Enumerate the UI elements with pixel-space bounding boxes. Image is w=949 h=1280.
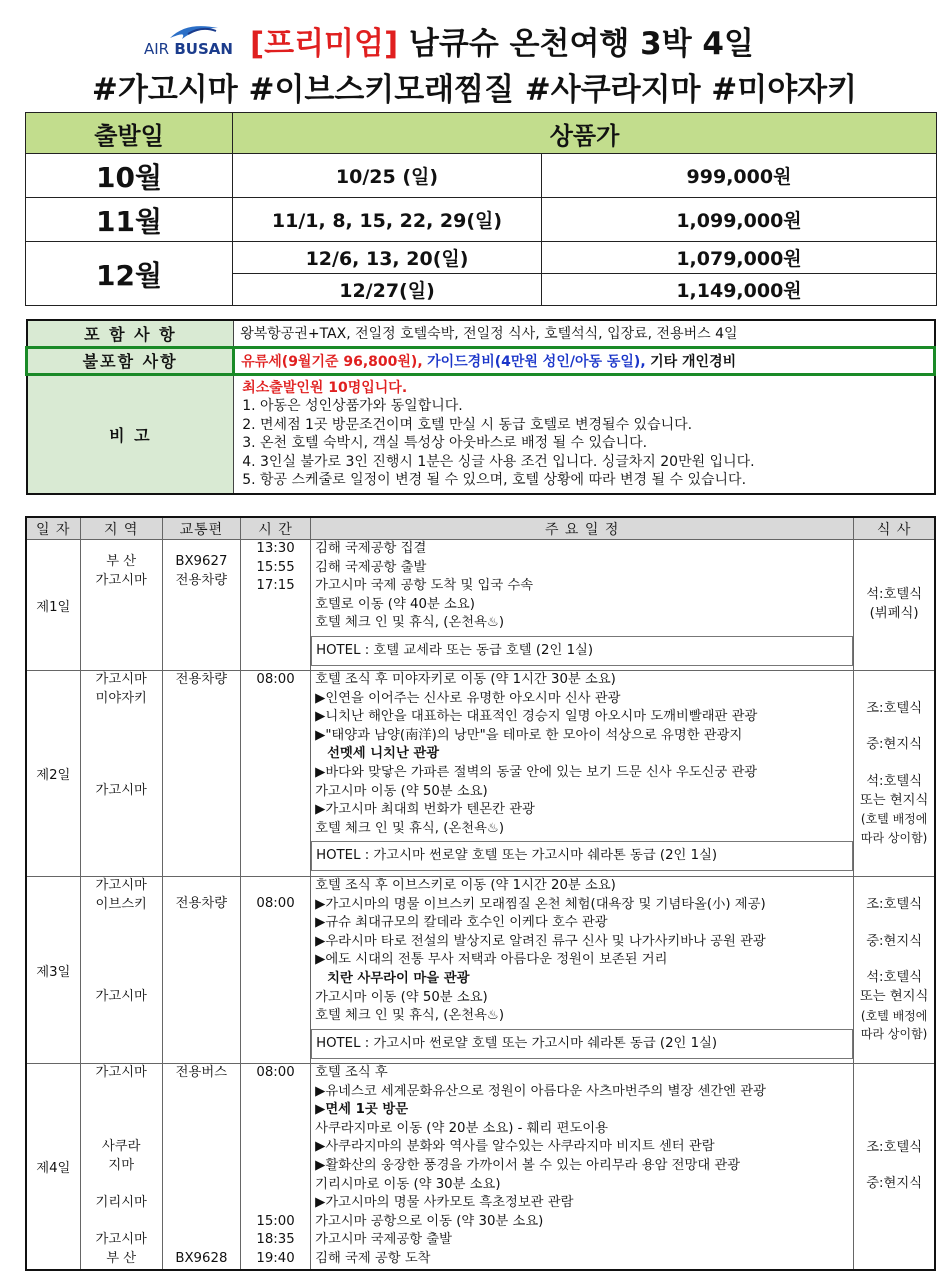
logo-busan-text: BUSAN [174, 40, 233, 58]
time-text: 15:55 [256, 559, 295, 575]
transport-text: 전용버스 [175, 1065, 228, 1080]
notes-list [234, 374, 935, 494]
meal-text: 중:현지식 [866, 1176, 923, 1192]
excluded-fuel: 유류세(9월기준 96,800원), [241, 353, 423, 370]
excluded-etc: 기타 개인경비 [650, 353, 737, 370]
transport-cell [162, 671, 240, 877]
transport-text: BX9628 [175, 1250, 228, 1266]
bird-logo-icon [168, 22, 220, 42]
plan-line: ▶사쿠라지마의 분화와 역사를 알수있는 사쿠라지마 비지트 센터 관람 [315, 1139, 715, 1155]
meal-text: 중:현지식 [866, 933, 923, 949]
plan-line: 가고시마 이동 (약 50분 소요) [315, 989, 488, 1005]
meal-text: (호텔 배정에 [860, 1008, 928, 1023]
month-cell: 10월 [26, 154, 233, 198]
region-text: 가고시마 [95, 989, 147, 1005]
meal-text: 또는 현지식 [859, 989, 929, 1004]
plan-line: 호텔 체크 인 및 휴식, (온천욕♨) [315, 820, 505, 836]
day4-row [26, 1064, 935, 1270]
page-title [250, 18, 754, 63]
plan-line: ▶인연을 이어주는 신사로 유명한 아오시마 신사 관광 [315, 690, 621, 706]
date-cell: 10/25 (일) [233, 154, 542, 198]
plan-line: ▶가고시마의 명물 사카모토 흑초정보관 관람 [315, 1195, 574, 1211]
note-item: 2. 면세점 1곳 방문조건이며 호텔 만실 시 동급 호텔로 변경될수 있습니다. [242, 416, 693, 433]
region-text: 이브스키 [95, 896, 147, 912]
meal-text: (뷔페식) [869, 606, 919, 621]
transport-cell [162, 540, 240, 671]
note-item: 1. 아동은 성인상품가와 동일합니다. [242, 398, 463, 415]
region-text: 부 산 [106, 1250, 137, 1266]
plan-line: 기리시마로 이동 (약 30분 소요) [315, 1176, 501, 1192]
plan-line: ▶니치난 해안을 대표하는 대표적인 경승지 일명 아오시마 도깨비빨래판 관광 [315, 709, 758, 725]
time-text: 18:35 [256, 1232, 295, 1248]
time-text: 08:00 [256, 672, 295, 687]
meal-text: 석:호텔식 [866, 970, 923, 986]
time-cell [240, 540, 310, 671]
transport-cell [162, 877, 240, 1064]
excluded-value [234, 347, 935, 374]
air-busan-logo [140, 22, 240, 62]
plan-line: ▶우라시마 타로 전설의 발상지로 알려진 류구 신사 및 나가사키바나 공원 관광 [315, 933, 766, 949]
title-main: 남큐슈 온천여행 3박 4일 [408, 26, 754, 62]
logo-air-text: AIR [144, 40, 170, 58]
plan-line: 호텔 조식 후 [315, 1065, 388, 1080]
plan-line: 호텔 조식 후 미야자키로 이동 (약 1시간 30분 소요) [315, 672, 616, 687]
notes-label: 비 고 [27, 374, 234, 494]
included-value: 왕복항공권+TAX, 전일정 호텔숙박, 전일정 식사, 호텔석식, 입장료, 전용버스 4일 [234, 320, 935, 347]
region-text: 미야자키 [95, 690, 147, 706]
day-label: 제4일 [26, 1064, 80, 1270]
price-cell: 1,079,000원 [542, 242, 937, 274]
price-cell: 999,000원 [542, 154, 937, 198]
region-text: 지마 [108, 1157, 135, 1173]
meal-text: 따라 상이함) [860, 1027, 928, 1042]
day-label: 제3일 [26, 877, 80, 1064]
plan-line: 가고시마 국제공항 출발 [315, 1232, 452, 1248]
time-text: 08:00 [256, 896, 295, 911]
date-cell: 12/6, 13, 20(일) [233, 242, 542, 274]
meal-cell [854, 540, 935, 671]
plan-line: ▶가고시마 최대희 번화가 텐몬칸 관광 [315, 802, 535, 818]
time-text: 08:00 [256, 1065, 295, 1080]
region-cell [80, 877, 162, 1064]
plan-line: ▶"태양과 남양(南洋)의 낭만"을 테마로 한 모아이 석상으로 유명한 관광지 [315, 727, 743, 743]
plan-line: ▶면세 1곳 방문 [315, 1102, 409, 1118]
plan-line: 김해 국제공항 출발 [315, 559, 427, 575]
included-label: 포 함 사 항 [27, 320, 234, 347]
notes-min-people: 최소출발인원 10명입니다. [242, 379, 408, 396]
month-cell: 11월 [26, 198, 233, 242]
note-item: 4. 3인실 불가로 3인 진행시 1분은 싱글 사용 조건 입니다. 싱글차지 20만원 입니다. [242, 453, 755, 470]
region-text: 가고시마 [95, 672, 147, 687]
excluded-guide: 가이드경비(4만원 성인/아동 동일), [427, 353, 646, 370]
month-cell: 12월 [26, 242, 233, 306]
day-label: 제2일 [26, 671, 80, 877]
plan-line: ▶규슈 최대규모의 칼데라 호수인 이케다 호수 관광 [315, 915, 608, 931]
hotel-info: HOTEL : 호텔 교세라 또는 동급 호텔 (2인 1실) [311, 636, 853, 666]
col-meal: 식 사 [854, 517, 935, 540]
info-table [25, 319, 936, 495]
region-text: 가고시마 [95, 1232, 147, 1248]
plan-line: 김해 국제 공항 도착 [315, 1250, 431, 1266]
meal-cell [854, 671, 935, 877]
note-item: 5. 항공 스케줄로 일정이 변경 될 수 있으며, 호텔 상황에 따라 변경 될 수 있습니다. [242, 472, 747, 489]
transport-text: 전용차량 [175, 896, 228, 911]
plan-line: ▶활화산의 웅장한 풍경을 가까이서 볼 수 있는 아리무라 용암 전망대 관광 [315, 1157, 741, 1173]
region-text: 가고시마 [95, 572, 147, 588]
price-header: 상품가 [233, 113, 937, 154]
hotel-info: HOTEL : 가고시마 썬로얄 호텔 또는 가고시마 쉐라톤 동급 (2인 1실) [311, 1029, 853, 1059]
time-text: 19:40 [256, 1250, 295, 1266]
plan-line: 사쿠라지마로 이동 (약 20분 소요) - 훼리 편도이용 [315, 1120, 608, 1136]
region-text: 부 산 [106, 554, 137, 569]
day-label: 제1일 [26, 540, 80, 671]
region-cell [80, 540, 162, 671]
region-text: 사쿠라 [101, 1139, 141, 1155]
transport-cell [162, 1064, 240, 1270]
plan-line: ▶유네스코 세계문화유산으로 정원이 아름다운 사츠마번주의 별장 센간엔 관광 [315, 1083, 766, 1099]
price-cell: 1,099,000원 [542, 198, 937, 242]
meal-text: 조:호텔식 [866, 897, 923, 913]
date-cell: 11/1, 8, 15, 22, 29(일) [233, 198, 542, 242]
plan-line: 가고시마 이동 (약 50분 소요) [315, 783, 488, 799]
plan-line: 호텔 체크 인 및 휴식, (온천욕♨) [315, 1008, 505, 1024]
excluded-label: 불포함 사항 [27, 347, 234, 374]
header [0, 0, 949, 112]
departure-header: 출발일 [26, 113, 233, 154]
plan-line: 김해 국제공항 집결 [315, 541, 427, 556]
meal-text: 또는 현지식 [859, 792, 929, 808]
plan-line: ▶가고시마의 명물 이브스키 모래찜질 온천 체험(대욕장 및 기념타올(小) 제공) [315, 896, 766, 912]
plan-cell [311, 671, 854, 877]
day1-row [26, 540, 935, 671]
transport-text: 전용차량 [175, 572, 228, 588]
plan-line: 호텔로 이동 (약 40분 소요) [315, 596, 475, 612]
day2-row [26, 671, 935, 877]
date-cell: 12/27(일) [233, 274, 542, 306]
meal-text: 중:현지식 [866, 737, 923, 753]
plan-line: 호텔 조식 후 이브스키로 이동 (약 1시간 20분 소요) [315, 878, 616, 893]
meal-text: 석:호텔식 [866, 773, 923, 789]
region-text: 가고시마 [95, 783, 147, 799]
col-transport: 교통편 [162, 517, 240, 540]
meal-text: 석:호텔식 [866, 587, 923, 603]
plan-line: 호텔 체크 인 및 휴식, (온천욕♨) [315, 615, 505, 631]
day3-row [26, 877, 935, 1064]
meal-text: 따라 상이함) [860, 830, 928, 845]
plan-line: 선멧세 니치난 관광 [327, 746, 440, 762]
plan-cell [311, 877, 854, 1064]
region-cell [80, 671, 162, 877]
col-region: 지 역 [80, 517, 162, 540]
col-time: 시 간 [240, 517, 310, 540]
time-cell [240, 671, 310, 877]
col-day: 일 자 [26, 517, 80, 540]
title-tag: [프리미엄] [250, 26, 399, 62]
price-cell: 1,149,000원 [542, 274, 937, 306]
plan-line: ▶바다와 맞닿은 가파른 절벽의 동굴 안에 있는 보기 드문 신사 우도신궁 관광 [315, 764, 758, 780]
plan-line: 치란 사무라이 마을 관광 [327, 970, 470, 986]
time-text: 17:15 [256, 578, 295, 594]
hotel-info: HOTEL : 가고시마 썬로얄 호텔 또는 가고시마 쉐라톤 동급 (2인 1실) [311, 841, 853, 871]
time-cell [240, 1064, 310, 1270]
region-text: 가고시마 [95, 878, 147, 893]
region-cell [80, 1064, 162, 1270]
plan-cell [311, 540, 854, 671]
region-text: 기리시마 [95, 1195, 147, 1211]
price-table [25, 112, 937, 306]
meal-text: 조:호텔식 [866, 700, 923, 716]
hashtags: #가고시마 #이브스키모래찜질 #사쿠라지마 #미야자키 [91, 72, 858, 108]
meal-cell [854, 877, 935, 1064]
plan-line: 가고시마 국제 공항 도착 및 입국 수속 [315, 578, 534, 594]
transport-text: BX9627 [175, 554, 228, 569]
region-text: 가고시마 [95, 1065, 147, 1080]
time-text: 13:30 [256, 541, 295, 556]
meal-cell [854, 1064, 935, 1270]
plan-cell [311, 1064, 854, 1270]
schedule-table [25, 516, 936, 1271]
meal-text: (호텔 배정에 [860, 812, 928, 827]
note-item: 3. 온천 호텔 숙박시, 객실 특성상 아웃바스로 배정 될 수 있습니다. [242, 435, 648, 452]
plan-line: 가고시마 공항으로 이동 (약 30분 소요) [315, 1213, 544, 1229]
plan-line: ▶에도 시대의 전통 무사 저택과 아름다운 정원이 보존된 거리 [315, 952, 668, 968]
time-cell [240, 877, 310, 1064]
transport-text: 전용차량 [175, 672, 228, 687]
col-plan: 주 요 일 정 [311, 517, 854, 540]
time-text: 15:00 [256, 1213, 295, 1229]
meal-text: 조:호텔식 [866, 1139, 923, 1155]
